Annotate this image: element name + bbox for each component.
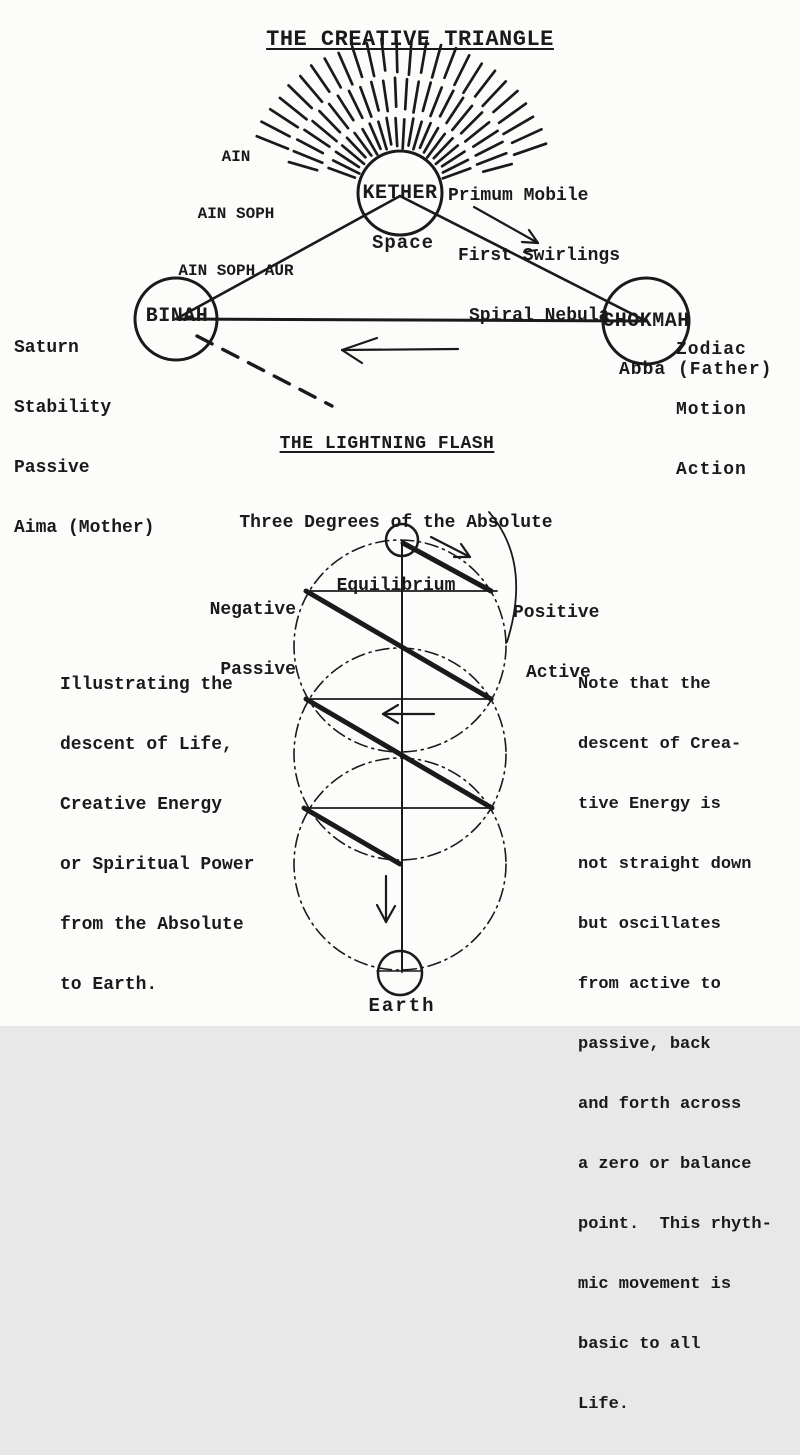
stability-label: Stability bbox=[14, 398, 112, 418]
chokmah-attributes bbox=[676, 300, 747, 520]
note-line: basic to all bbox=[578, 1335, 701, 1354]
spiral-nebula-label: Spiral Nebula bbox=[469, 306, 610, 326]
ain-soph-label: AIN SOPH bbox=[197, 205, 275, 223]
note-line: but oscillates bbox=[578, 915, 721, 934]
descent-note bbox=[60, 635, 254, 1035]
earth-label: Earth bbox=[368, 995, 436, 1017]
kether-label: KETHER bbox=[362, 182, 438, 205]
note-line: passive, back bbox=[578, 1035, 711, 1054]
kether-right-labels bbox=[448, 146, 620, 366]
zodiac-label: Zodiac bbox=[676, 340, 747, 360]
note-line: Illustrating the bbox=[60, 675, 233, 695]
passive-label: Passive bbox=[14, 458, 90, 478]
creative-triangle-title: THE CREATIVE TRIANGLE bbox=[266, 27, 554, 52]
earth-circle bbox=[378, 951, 422, 995]
three-degrees-label: Three Degrees of the Absolute bbox=[239, 513, 553, 533]
return-arrow bbox=[342, 338, 458, 363]
note-line: descent of Life, bbox=[60, 735, 233, 755]
note-line: mic movement is bbox=[578, 1275, 732, 1294]
saturn-label: Saturn bbox=[14, 338, 79, 358]
abba-father-label: Abba (Father) bbox=[619, 360, 773, 380]
first-swirlings-label: First Swirlings bbox=[458, 246, 621, 266]
mid-left-arrow bbox=[383, 705, 434, 723]
oscillation-note bbox=[578, 635, 772, 1455]
aima-mother-label: Aima (Mother) bbox=[14, 518, 155, 538]
note-line: Note that the bbox=[578, 675, 711, 694]
binah-dashed-line bbox=[197, 336, 332, 406]
note-line: tive Energy is bbox=[578, 795, 721, 814]
note-line: point. This rhyth- bbox=[578, 1215, 772, 1234]
note-line: from the Absolute bbox=[60, 915, 244, 935]
positive-label: Positive bbox=[513, 603, 600, 623]
note-line: from active to bbox=[578, 975, 721, 994]
note-line: a zero or balance bbox=[578, 1155, 752, 1174]
note-line: Life. bbox=[578, 1395, 630, 1414]
note-line: not straight down bbox=[578, 855, 752, 874]
note-line: Creative Energy bbox=[60, 795, 223, 815]
active-label: Active bbox=[526, 663, 591, 683]
equilibrium-label: Equilibrium bbox=[336, 576, 456, 596]
ain-label: AIN bbox=[221, 148, 251, 166]
note-line: to Earth. bbox=[60, 975, 158, 995]
motion-label: Motion bbox=[676, 400, 747, 420]
action-label: Action bbox=[676, 460, 747, 480]
down-arrow bbox=[377, 876, 395, 922]
negative-label: Negative bbox=[209, 600, 296, 620]
note-line: or Spiritual Power bbox=[60, 855, 255, 875]
ain-labels bbox=[155, 110, 317, 319]
binah-attributes bbox=[14, 298, 154, 578]
binah-label: BINAH bbox=[145, 305, 209, 328]
space-label: Space bbox=[371, 232, 434, 254]
note-line: and forth across bbox=[578, 1095, 742, 1114]
note-line: descent of Crea- bbox=[578, 735, 742, 754]
lightning-flash-title: THE LIGHTNING FLASH bbox=[279, 434, 495, 454]
passive-pole-label: Passive bbox=[220, 660, 296, 680]
chokmah-label: CHOKMAH bbox=[602, 310, 690, 333]
ain-soph-aur-label: AIN SOPH AUR bbox=[178, 262, 294, 280]
primum-mobile-label: Primum Mobile bbox=[448, 186, 589, 206]
